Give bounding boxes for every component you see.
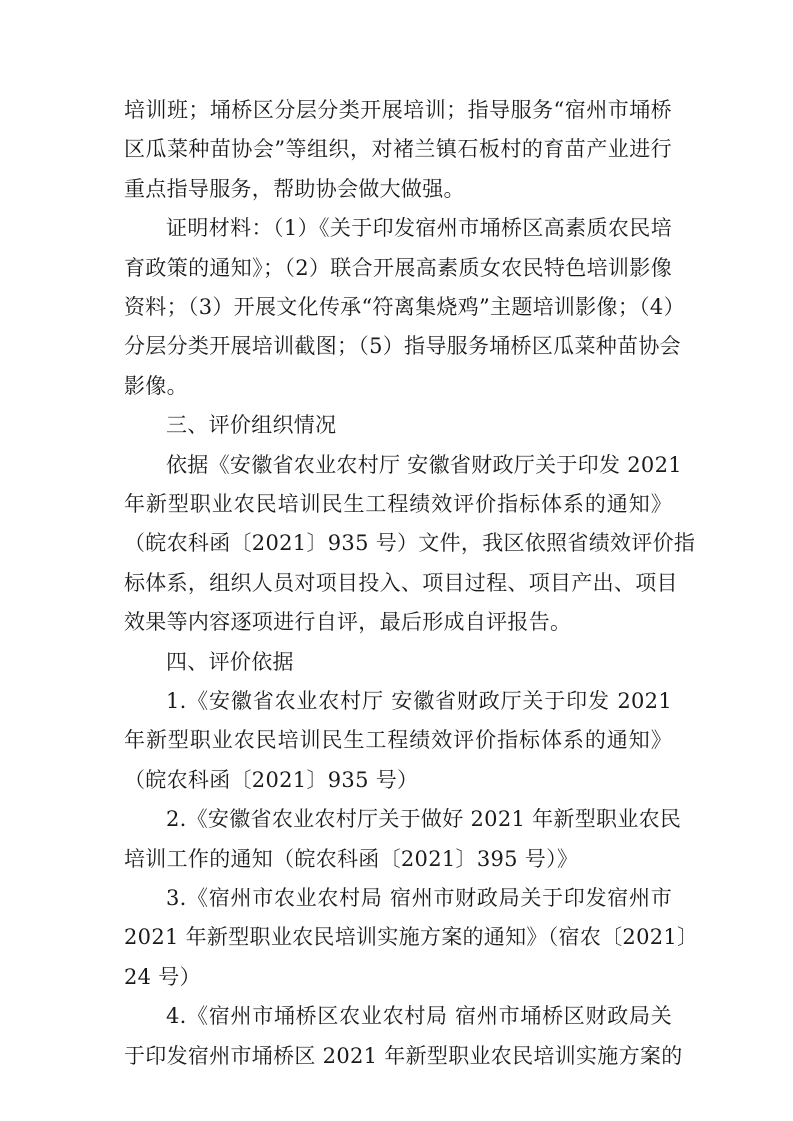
text-line: 4.《宿州市埇桥区农业农村局 宿州市埇桥区财政局关 bbox=[166, 1004, 672, 1028]
text-line: 分层分类开展培训截图；（5）指导服务埇桥区瓜菜种苗协会 bbox=[124, 334, 681, 358]
text-line: 1.《安徽省农业农村厅 安徽省财政厅关于印发 2021 bbox=[166, 689, 672, 713]
text-line: 2.《安徽省农业农村厅关于做好 2021 年新型职业农民 bbox=[166, 807, 682, 831]
text-line: 培训班；埇桥区分层分类开展培训；指导服务“宿州市埇桥 bbox=[124, 98, 672, 122]
text-line: 影像。 bbox=[124, 374, 188, 398]
text-line: 依据《安徽省农业农村厅 安徽省财政厅关于印发 2021 bbox=[166, 453, 682, 477]
text-line: （皖农科函〔2021〕935 号）文件，我区依照省绩效评价指 bbox=[124, 531, 696, 555]
text-line: 年新型职业农民培训民生工程绩效评价指标体系的通知》 bbox=[124, 492, 672, 516]
section-heading: 四、评价依据 bbox=[166, 650, 294, 674]
text-line: 效果等内容逐项进行自评，最后形成自评报告。 bbox=[124, 610, 572, 634]
text-line: 年新型职业农民培训民生工程绩效评价指标体系的通知》 bbox=[124, 728, 672, 752]
text-line: 于印发宿州市埇桥区 2021 年新型职业农民培训实施方案的 bbox=[124, 1044, 683, 1068]
text-line: 3.《宿州市农业农村局 宿州市财政局关于印发宿州市 bbox=[166, 886, 672, 910]
text-line: （皖农科函〔2021〕935 号） bbox=[124, 768, 419, 792]
text-line: 24 号） bbox=[124, 965, 201, 989]
text-line: 标体系，组织人员对项目投入、项目过程、项目产出、项目 bbox=[124, 571, 678, 595]
text-line: 培训工作的通知（皖农科函〔2021〕395 号）》 bbox=[124, 847, 579, 871]
text-line: 区瓜菜种苗协会”等组织，对褚兰镇石板村的育苗产业进行 bbox=[124, 137, 672, 161]
text-line: 证明材料：（1）《关于印发宿州市埇桥区高素质农民培 bbox=[166, 216, 672, 240]
text-line: 育政策的通知》；（2）联合开展高素质女农民特色培训影像 bbox=[124, 256, 672, 280]
text-line: 2021 年新型职业农民培训实施方案的通知》（宿农〔2021〕 bbox=[124, 925, 699, 949]
text-line: 重点指导服务，帮助协会做大做强。 bbox=[124, 177, 465, 201]
text-line: 资料；（3）开展文化传承“符离集烧鸡”主题培训影像；（4） bbox=[124, 295, 685, 319]
section-heading: 三、评价组织情况 bbox=[166, 413, 337, 437]
